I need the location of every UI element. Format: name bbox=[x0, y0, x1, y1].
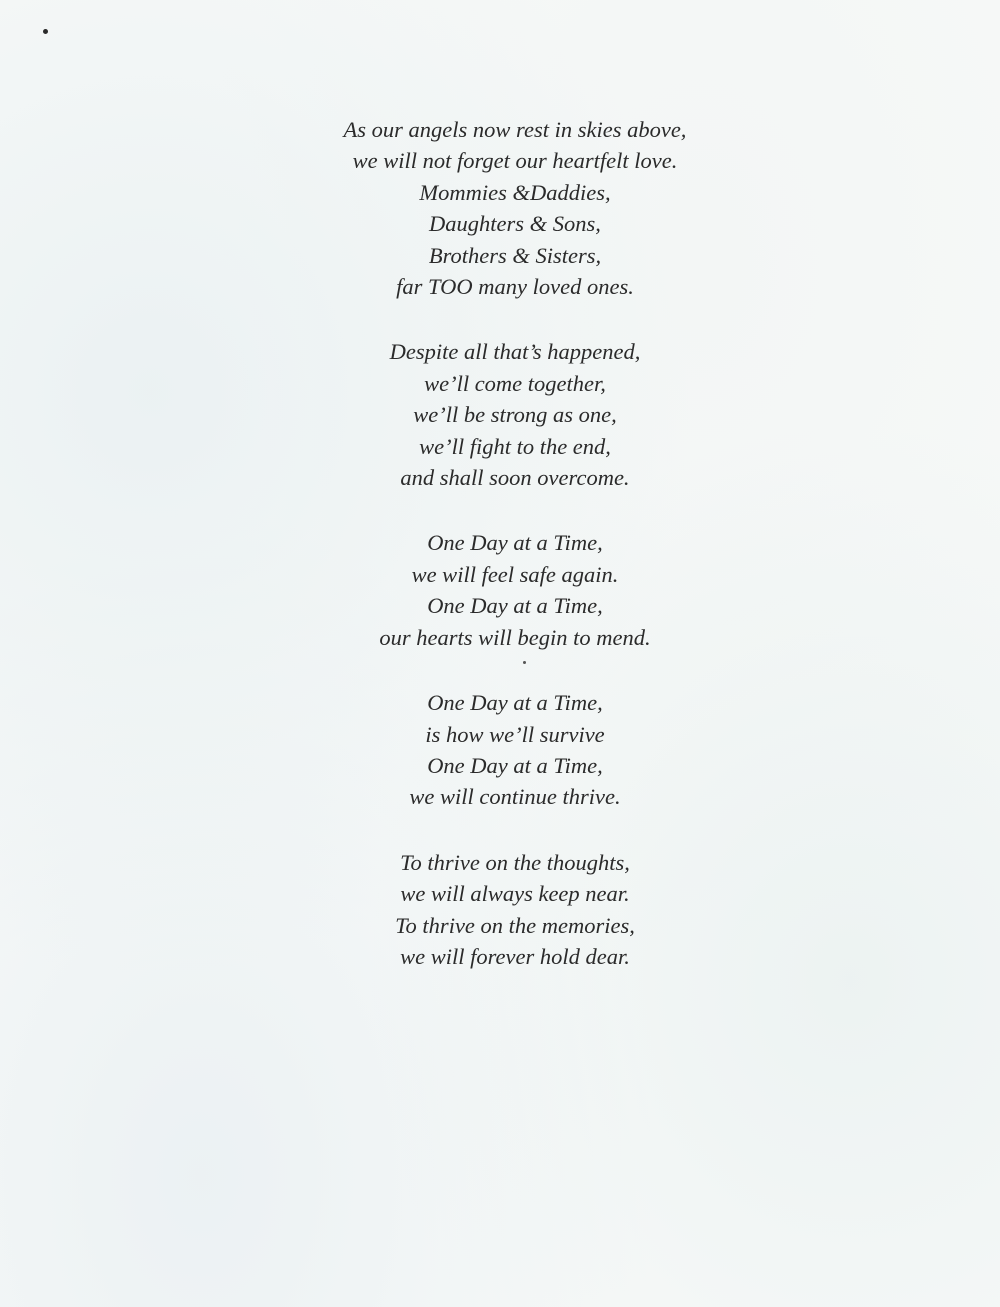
poem-line: One Day at a Time, bbox=[427, 593, 603, 619]
poem-line: To thrive on the thoughts, bbox=[400, 849, 630, 875]
poem-line: As our angels now rest in skies above, bbox=[343, 117, 687, 142]
poem-line: One Day at a Time, bbox=[427, 690, 603, 716]
poem-line: we will not forget our heartfelt love. bbox=[352, 148, 678, 174]
poem-line: Daughters & Sons, bbox=[429, 211, 601, 237]
poem-line: we will feel safe again. bbox=[411, 561, 619, 587]
poem-line: we will continue thrive. bbox=[409, 784, 621, 810]
stanza-4 bbox=[200, 687, 830, 813]
poem-line: Mommies &Daddies, bbox=[419, 179, 611, 205]
stanza-2 bbox=[200, 336, 830, 493]
poem-line: we’ll come together, bbox=[424, 370, 606, 396]
poem-line: we will always keep near. bbox=[400, 881, 630, 907]
poem-line: is how we’ll survive bbox=[425, 721, 605, 747]
poem-line: Brothers & Sisters, bbox=[428, 242, 602, 268]
poem-line: far TOO many loved ones. bbox=[396, 274, 634, 300]
poem-line: One Day at a Time, bbox=[427, 752, 603, 778]
stanza-3 bbox=[200, 527, 830, 653]
poem-line: To thrive on the memories, bbox=[395, 912, 635, 938]
stanza-1 bbox=[200, 114, 830, 302]
poem-line: and shall soon overcome. bbox=[400, 465, 630, 491]
poem-line: Despite all that’s happened, bbox=[389, 339, 641, 365]
poem bbox=[200, 114, 830, 1006]
poem-line: we’ll be strong as one, bbox=[413, 402, 617, 428]
poem-line: we’ll fight to the end, bbox=[419, 433, 611, 459]
poem-line: our hearts will begin to mend. bbox=[379, 624, 651, 650]
ink-speck bbox=[43, 29, 48, 34]
poem-line: we will forever hold dear. bbox=[400, 943, 630, 969]
stanza-5 bbox=[200, 847, 830, 973]
poem-line: One Day at a Time, bbox=[427, 530, 603, 556]
